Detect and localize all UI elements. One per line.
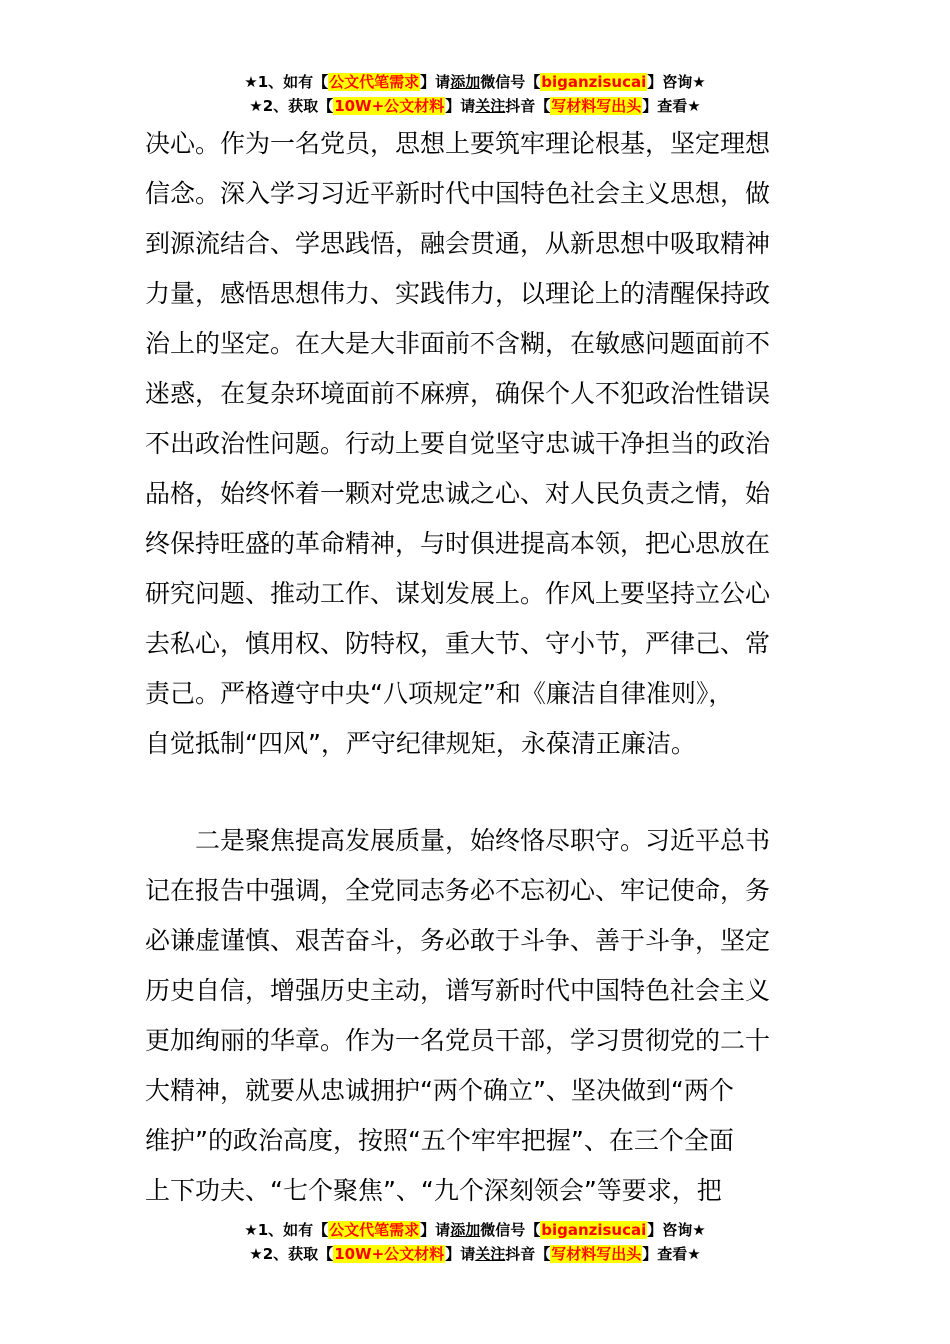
text-line: 更加绚丽的华章。作为一名党员干部，学习贯彻党的二十 <box>145 1026 771 1055</box>
banner-text: 】请 <box>445 97 476 115</box>
text-line: 信念。深入学习习近平新时代中国特色社会主义思想，做 <box>145 179 771 208</box>
text-line: 自觉抵制“四风”，严守纪律规矩，永葆清正廉洁。 <box>145 729 696 758</box>
text-line: 二是聚焦提高发展质量，始终恪尽职守。习近平总书 <box>145 826 771 855</box>
banner-text: 微信号【 <box>480 1221 541 1239</box>
text-line: 必谦虚谨慎、艰苦奋斗，务必敢于斗争、善于斗争，坚定 <box>145 926 771 955</box>
highlight-service: 公文代笔需求 <box>329 1221 420 1239</box>
star-icon: ★ <box>249 1245 263 1263</box>
banner-line-1 <box>0 1218 950 1242</box>
text-line: 治上的坚定。在大是大非面前不含糊，在敏感问题面前不 <box>145 329 771 358</box>
banner-text: 】请 <box>420 1221 451 1239</box>
banner-text: 1、如有【 <box>257 1221 329 1239</box>
banner-text: 2、获取【 <box>262 97 334 115</box>
banner-text: 】咨询★ <box>647 73 706 91</box>
banner-text: 2、获取【 <box>262 1245 334 1263</box>
text-line: 力量，感悟思想伟力、实践伟力，以理论上的清醒保持政 <box>145 279 771 308</box>
header-banner <box>0 70 950 118</box>
text-line: 历史自信，增强历史主动，谱写新时代中国特色社会主义 <box>145 976 771 1005</box>
text-line: 大精神，就要从忠诚拥护“两个确立”、坚决做到“两个 <box>145 1076 734 1105</box>
text-line: 责己。严格遵守中央“八项规定”和《廉洁自律准则》， <box>145 679 734 708</box>
footer-banner <box>0 1218 950 1266</box>
paragraph-1 <box>145 119 815 769</box>
text-line: 维护”的政治高度，按照“五个牢牢把握”、在三个全面 <box>145 1126 734 1155</box>
banner-text: 抖音【 <box>505 1245 551 1263</box>
banner-text: 】咨询★ <box>647 1221 706 1239</box>
star-icon: ★ <box>244 1221 258 1239</box>
highlight-materials: 10W+公文材料 <box>334 1245 445 1263</box>
banner-line-2 <box>0 94 950 118</box>
underlined-word: 关注 <box>475 1245 506 1263</box>
text-line: 记在报告中强调，全党同志务必不忘初心、牢记使命，务 <box>145 876 771 905</box>
highlight-wechat-id: biganzisucai <box>541 1221 647 1239</box>
text-line: 研究问题、推动工作、谋划发展上。作风上要坚持立公心 <box>145 579 771 608</box>
text-line: 上下功夫、“七个聚焦”、“九个深刻领会”等要求，把 <box>145 1176 722 1205</box>
highlight-douyin-account: 写材料写出头 <box>551 1245 642 1263</box>
star-icon: ★ <box>249 97 263 115</box>
paragraph-2 <box>145 816 815 1216</box>
text-line: 决心。作为一名党员，思想上要筑牢理论根基，坚定理想 <box>145 129 771 158</box>
banner-text: 】查看★ <box>642 1245 701 1263</box>
banner-text: 】查看★ <box>642 97 701 115</box>
banner-text: 】请 <box>445 1245 476 1263</box>
text-line: 品格，始终怀着一颗对党忠诚之心、对人民负责之情，始 <box>145 479 771 508</box>
underlined-word: 添加 <box>450 1221 481 1239</box>
banner-text: 抖音【 <box>505 97 551 115</box>
banner-text: 微信号【 <box>480 73 541 91</box>
text-line: 迷惑，在复杂环境面前不麻痹，确保个人不犯政治性错误 <box>145 379 771 408</box>
banner-text: 】请 <box>420 73 451 91</box>
text-line: 终保持旺盛的革命精神，与时俱进提高本领，把心思放在 <box>145 529 771 558</box>
text-line: 到源流结合、学思践悟，融会贯通，从新思想中吸取精神 <box>145 229 771 258</box>
highlight-wechat-id: biganzisucai <box>541 73 647 91</box>
highlight-douyin-account: 写材料写出头 <box>551 97 642 115</box>
banner-line-1 <box>0 70 950 94</box>
underlined-word: 添加 <box>450 73 481 91</box>
underlined-word: 关注 <box>475 97 506 115</box>
text-line: 不出政治性问题。行动上要自觉坚守忠诚干净担当的政治 <box>145 429 771 458</box>
banner-text: 1、如有【 <box>257 73 329 91</box>
highlight-service: 公文代笔需求 <box>329 73 420 91</box>
banner-line-2 <box>0 1242 950 1266</box>
text-line: 去私心，慎用权、防特权，重大节、守小节，严律己、常 <box>145 629 771 658</box>
star-icon: ★ <box>244 73 258 91</box>
highlight-materials: 10W+公文材料 <box>334 97 445 115</box>
